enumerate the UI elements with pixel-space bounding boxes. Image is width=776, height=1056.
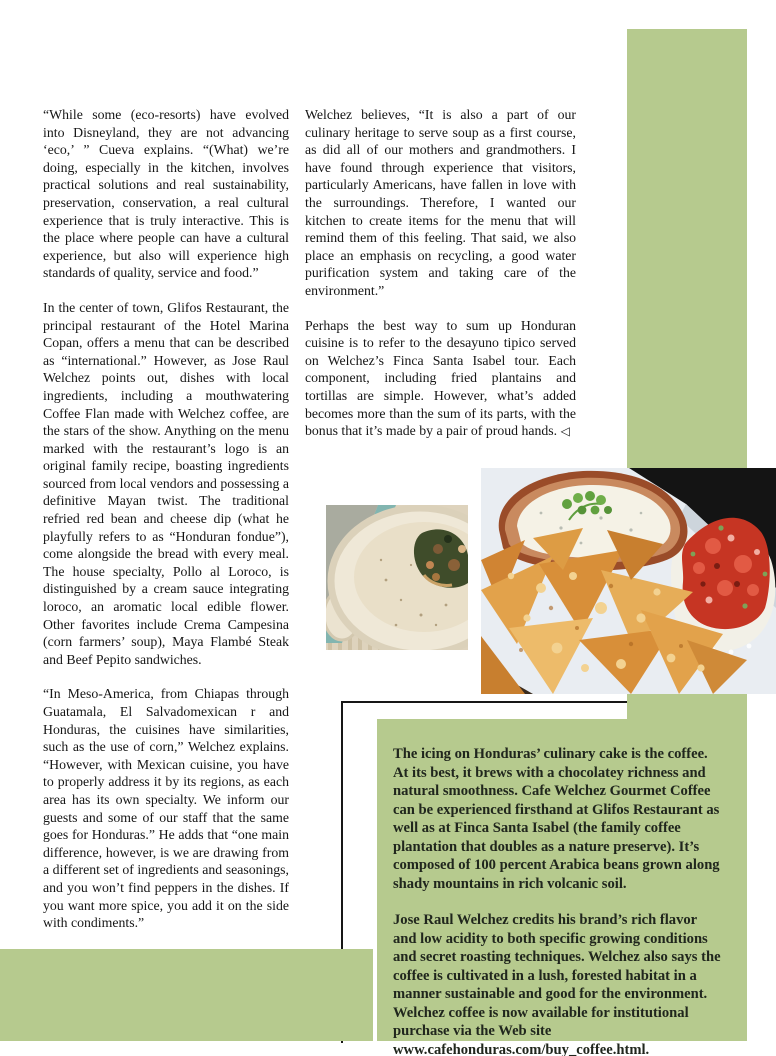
right-text-column [305,106,576,458]
callout-paragraph: The icing on Honduras’ culinary cake is the coffee. At its best, it brews with a chocolatey richness and natural smoothness. Cafe Welchez Gourmet Coffee can be experienced firsthand at Glifos Restaurant as well as at Finca Santa Isabel (the family coffee plantation that doubles as a nature preserve). It’s composed of 100 percent Arabica beans grown along shady mountains in rich volcanic soil. [393,746,720,892]
chips-photo-art [481,468,776,694]
green-bottom-band [0,949,373,1041]
paragraph: “In Meso-America, from Chiapas through Guatamala, El Salvadomexican r and Honduras, the cuisines have similarities, such as the use of corn,” Welchez explains. “However, with Mexican cuisine, you have to properly address it by its regions, as each area has its own specialty. We inform our guests and some of our staff that the same goes for Honduras.” He adds that “one main difference, however, is we are drawing from a different set of ingredients and seasonings, and you won’t find peppers in the dishes. If you want more spice, you add it on the side with condiments.” [43,686,289,931]
coffee-callout-box [377,719,747,1056]
soup-photo [326,505,468,650]
paragraph: “While some (eco-resorts) have evolved into Disneyland, they are not advancing ‘eco,’ ” Cueva explains. “(What) we’re doing, especially in the kitchen, involves practical solutions and real sustainability, preservation, conservation, a real cultural experience that is truly interactive. This is the place where people can have a cultural experience, but also will experience high standards of quality, service and food.” [43,107,289,281]
left-text-column [43,106,289,949]
paragraph: In the center of town, Glifos Restaurant, the principal restaurant of the Hotel Marina Copan, offers a menu that can be described as “international.” However, as Jose Raul Welchez points out, dishes with local ingredients, including a mouthwatering Coffee Flan made with Welchez coffee, are the stars of the show. Anything on the menu marked with the restaurant’s logo is an original family recipe, boasting ingredients sourced from local vendors and possessing a definitive Mayan twist. The traditional refried red bean and cheese dip (what he playfully refers to as “Honduran fondue”), come alongside the bread with every meal. The house specialty, Pollo al Loroco, is distinguished by a cream sauce integrating loroco, an aromatic local edible flower. Other favorites include Crema Campesina (corn farmers’ soup), Maya Flambé Steak and Beef Pepito sandwiches. [43,299,289,667]
paragraph: Welchez believes, “It is also a part of our culinary heritage to serve soup as a first course, as did all of our mothers and grandmothers. I have found through experience that visitors, particularly Americans, have fallen in love with the surroundings. Therefore, I wanted our kitchen to create items for the menu that will remind them of this feeling. That said, we also place an emphasis on recycling, a good water purification system and taking care of the environment.” [305,107,576,298]
paragraph: Perhaps the best way to sum up Honduran cuisine is to refer to the desayuno tipico served on Welchez’s Finca Santa Isabel tour. Each component, including fried plantains and tortillas are simple. However, what’s added becomes more than the sum of its parts, with the bonus that it’s made by a pair of proud hands. ◁ [305,317,576,439]
article-end-mark: ◁ [560,424,570,439]
callout-paragraph: Jose Raul Welchez credits his brand’s rich flavor and low acidity to both specific growing conditions and secret roasting techniques. Welchez also says the coffee is cultivated in a lush, forested habitat in a manner sustainable and good for the environment. Welchez coffee is now available for institutional purchase via the Web site www.cafehonduras.com/buy_coffee.html. [393,912,721,1056]
soup-photo-art [326,505,468,650]
chips-photo [481,468,776,694]
